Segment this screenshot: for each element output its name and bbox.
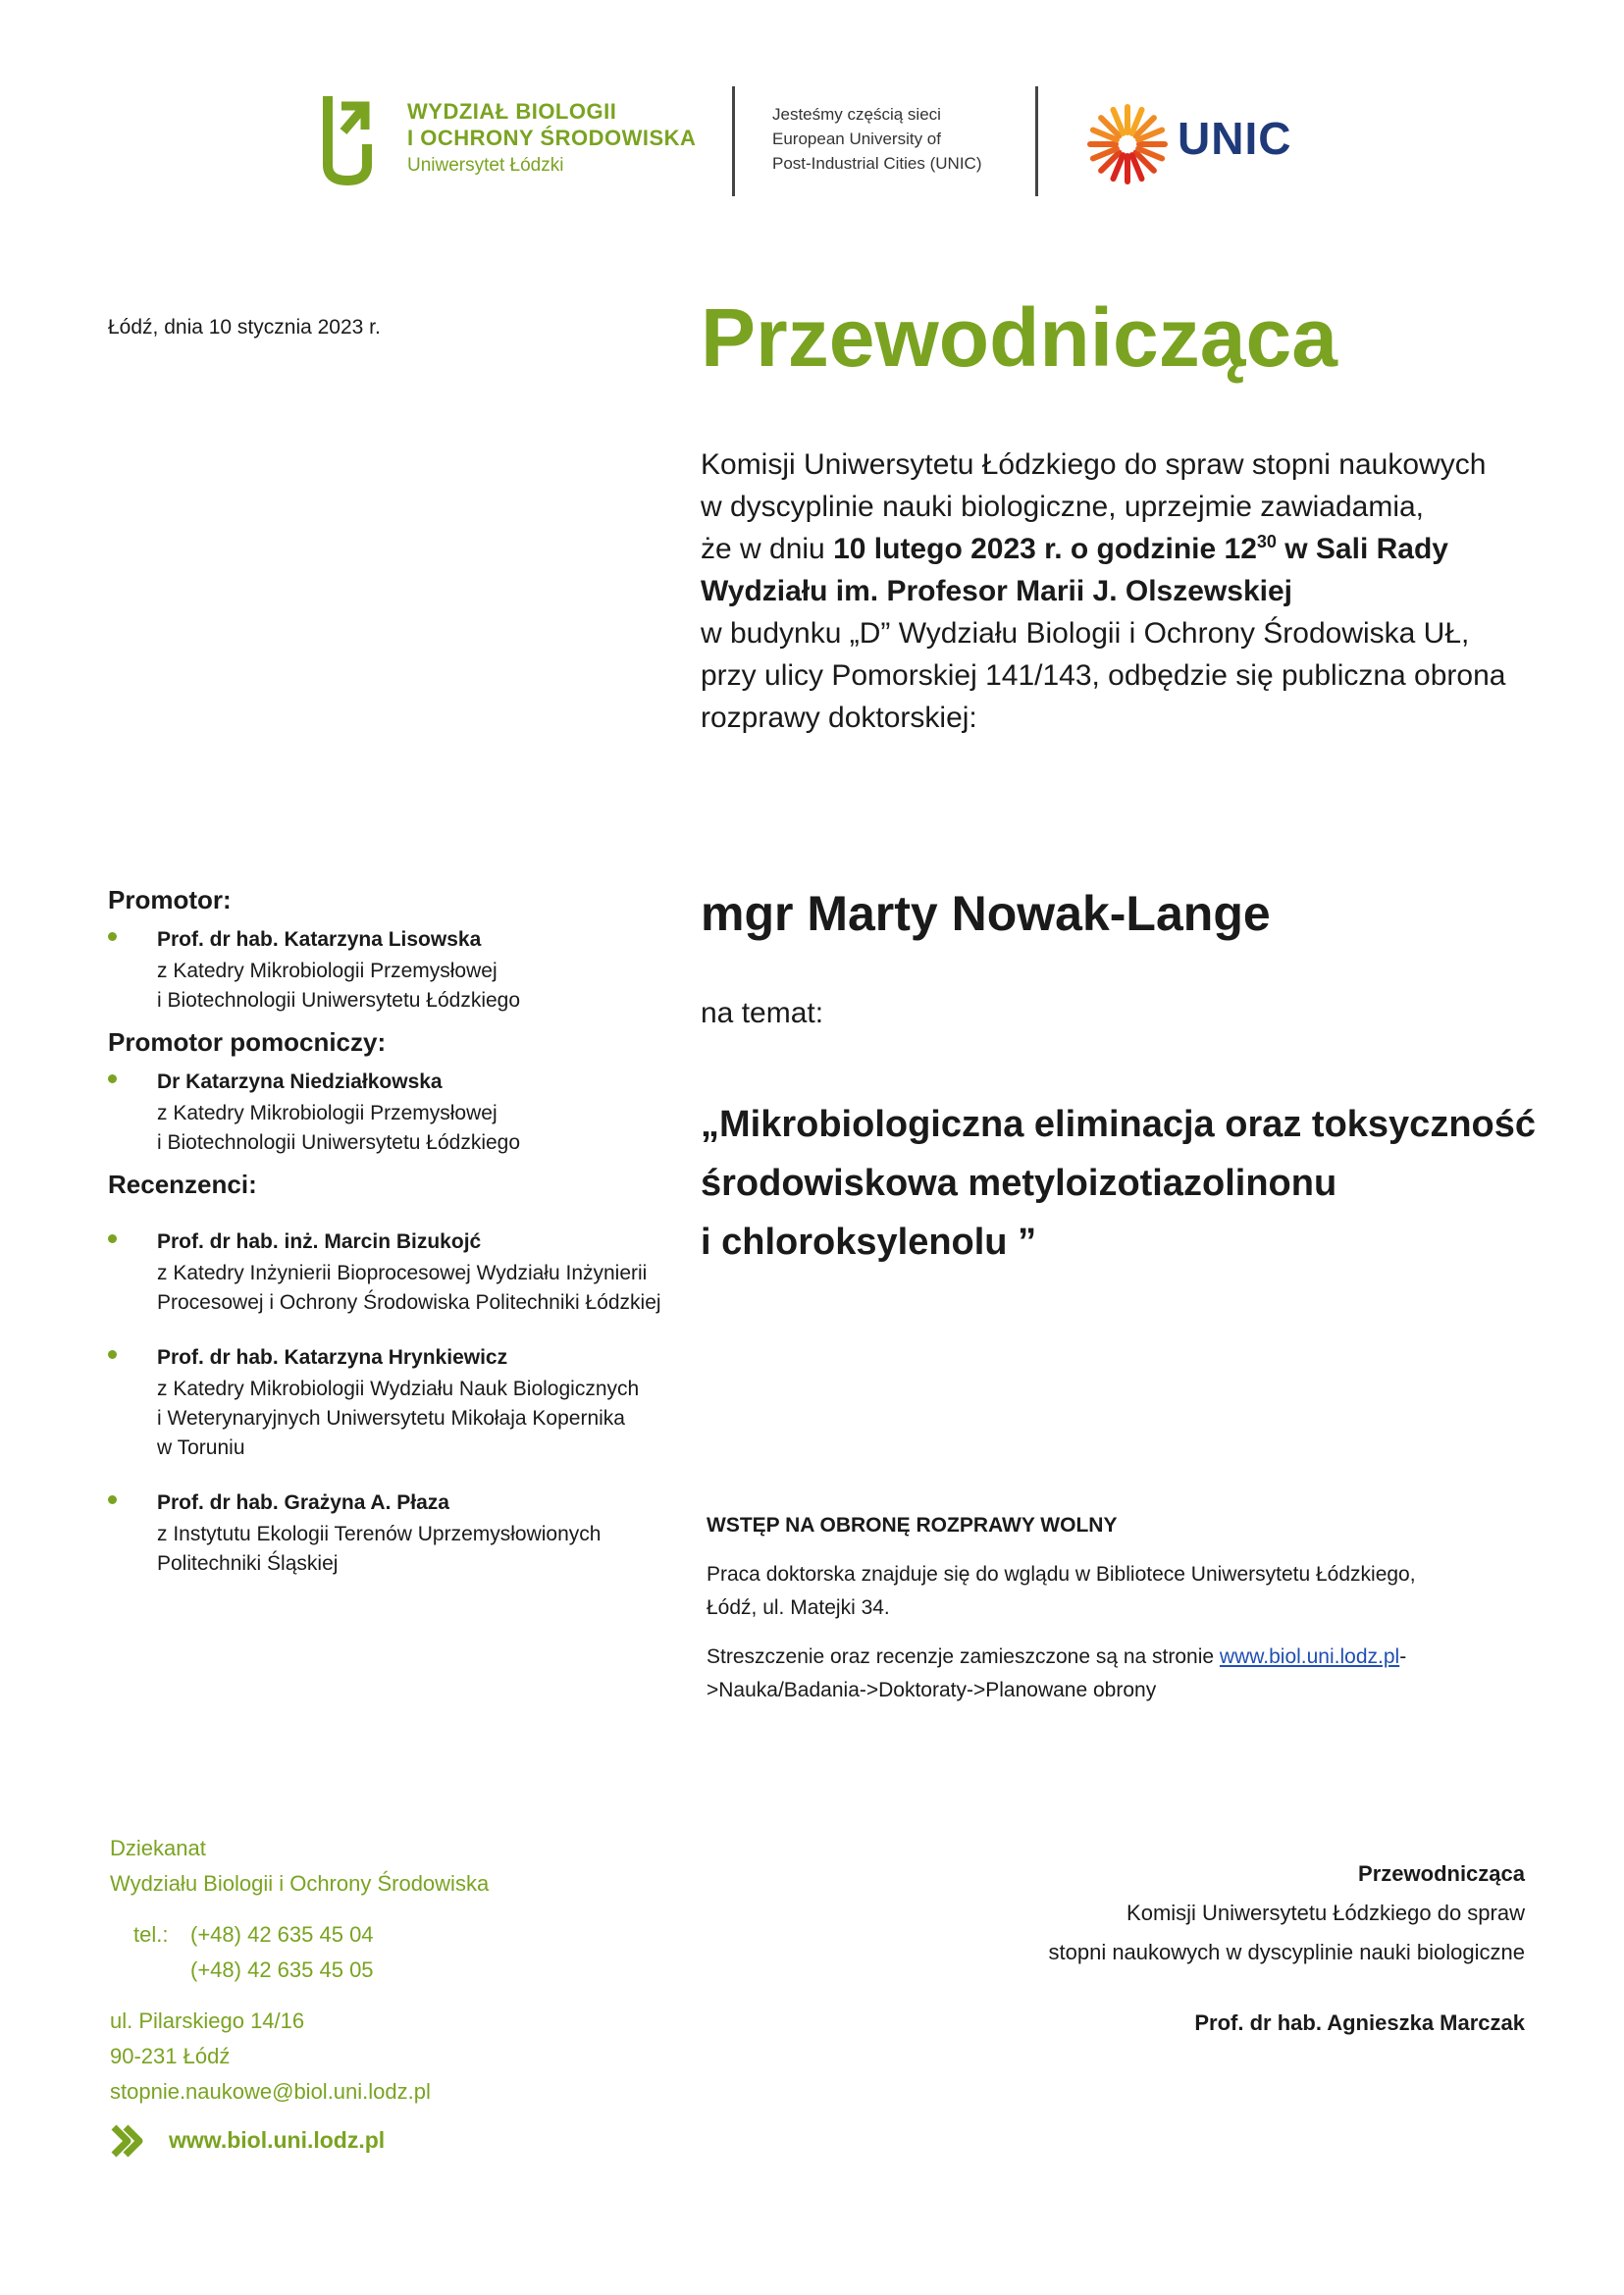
person-affiliation: i Weterynaryjnych Uniwersytetu Mikołaja Kopernika xyxy=(157,1407,625,1430)
header-divider xyxy=(1035,86,1038,196)
phone-label: tel.: xyxy=(133,1922,169,1947)
page-header xyxy=(0,0,1624,216)
bullet-icon xyxy=(108,1234,117,1243)
signature-name: Prof. dr hab. Agnieszka Marczak xyxy=(1194,2010,1525,2035)
faculty-logo-icon xyxy=(322,96,373,186)
email-address[interactable]: stopnie.naukowe@biol.uni.lodz.pl xyxy=(110,2079,431,2104)
assistant-promotor-entry xyxy=(108,1066,697,1158)
person-name: Dr Katarzyna Niedziałkowska xyxy=(157,1070,443,1093)
header-divider xyxy=(732,86,735,196)
faculty-website-link[interactable]: www.biol.uni.lodz.pl xyxy=(1219,1645,1400,1668)
bullet-icon xyxy=(108,1074,117,1083)
reviewer-entry xyxy=(108,1341,697,1463)
announcement-line: w dyscyplinie nauki biologiczne, uprzejmie zawiadamia, xyxy=(701,491,1425,523)
signature-title: Przewodnicząca xyxy=(1358,1861,1525,1886)
signature-line: Komisji Uniwersytetu Łódzkiego do spraw xyxy=(1126,1901,1525,1925)
defense-room-name: Wydziału im. Profesor Marii J. Olszewskiej xyxy=(701,575,1292,607)
office-name: Dziekanat xyxy=(110,1836,206,1860)
faculty-name xyxy=(407,98,696,181)
library-note-line: Praca doktorska znajduje się do wglądu w Bibliotece Uniwersytetu Łódzkiego, xyxy=(707,1563,1416,1586)
announcement-line xyxy=(701,570,1545,612)
city-address: 90-231 Łódź xyxy=(110,2044,231,2068)
committee-column xyxy=(108,885,697,1579)
person-affiliation: z Katedry Mikrobiologii Przemysłowej xyxy=(157,1102,498,1124)
contact-info xyxy=(110,1831,489,2110)
person-affiliation: Procesowej i Ochrony Środowiska Politechniki Łódzkiej xyxy=(157,1291,661,1314)
network-note-line1: Jesteśmy częścią sieci xyxy=(772,105,941,124)
person-affiliation: w Toruniu xyxy=(157,1436,245,1459)
person-name: Prof. dr hab. inż. Marcin Bizukojć xyxy=(157,1230,482,1253)
defense-info xyxy=(707,1509,1550,1723)
summary-path: >Nauka/Badania->Doktoraty->Planowane obrony xyxy=(707,1679,1157,1701)
summary-text: - xyxy=(1399,1645,1407,1668)
thesis-title-line: „Mikrobiologiczna eliminacja oraz toksyczność xyxy=(701,1104,1537,1145)
person-affiliation: Politechniki Śląskiej xyxy=(157,1552,339,1575)
thesis-title xyxy=(701,1095,1584,1272)
library-note xyxy=(707,1558,1550,1625)
network-note-line2: European University of xyxy=(772,130,941,148)
person-name: Prof. dr hab. Grażyna A. Płaza xyxy=(157,1491,449,1514)
office-faculty: Wydziału Biologii i Ochrony Środowiska xyxy=(110,1871,490,1896)
entry-note: WSTĘP NA OBRONĘ ROZPRAWY WOLNY xyxy=(707,1514,1118,1537)
topic-label: na temat: xyxy=(701,997,824,1029)
website-link[interactable]: www.biol.uni.lodz.pl xyxy=(169,2127,386,2153)
phone-row xyxy=(110,1917,489,1953)
announcement-fragment: że w dniu xyxy=(701,533,834,565)
arrow-right-icon xyxy=(110,2121,145,2161)
person-name: Prof. dr hab. Katarzyna Lisowska xyxy=(157,928,482,951)
signature-block xyxy=(962,1854,1525,2043)
person-name: Prof. dr hab. Katarzyna Hrynkiewicz xyxy=(157,1346,508,1369)
faculty-name-line2: I OCHRONY ŚRODOWISKA xyxy=(407,126,697,150)
library-note-line: Łódź, ul. Matejki 34. xyxy=(707,1596,890,1619)
document-date: Łódź, dnia 10 stycznia 2023 r. xyxy=(108,316,381,339)
person-affiliation: z Katedry Inżynierii Bioprocesowej Wydziału Inżynierii xyxy=(157,1262,648,1284)
person-affiliation: z Instytutu Ekologii Terenów Uprzemysłowionych xyxy=(157,1523,602,1545)
network-note xyxy=(772,102,982,176)
bullet-icon xyxy=(108,1350,117,1359)
announcement-line: w budynku „D” Wydziału Biologii i Ochrony Środowiska UŁ, xyxy=(701,617,1470,650)
faculty-name-line1: WYDZIAŁ BIOLOGII xyxy=(407,99,617,124)
reviewers-heading: Recenzenci: xyxy=(108,1170,257,1199)
reviewer-entry xyxy=(108,1487,697,1579)
defense-datetime: 10 lutego 2023 r. o godzinie 12 xyxy=(833,533,1257,565)
assistant-promotor-heading: Promotor pomocniczy: xyxy=(108,1027,387,1057)
phone-number: (+48) 42 635 45 05 xyxy=(190,1957,374,1982)
announcement-line: rozprawy doktorskiej: xyxy=(701,702,977,734)
network-note-line3: Post-Industrial Cities (UNIC) xyxy=(772,154,982,173)
person-affiliation: z Katedry Mikrobiologii Wydziału Nauk Biologicznych xyxy=(157,1378,640,1400)
announcement-line xyxy=(701,528,1545,570)
bullet-icon xyxy=(108,1495,117,1504)
person-affiliation: i Biotechnologii Uniwersytetu Łódzkiego xyxy=(157,989,521,1012)
person-affiliation: z Katedry Mikrobiologii Przemysłowej xyxy=(157,960,498,982)
candidate-name: mgr Marty Nowak-Lange xyxy=(701,886,1271,941)
bullet-icon xyxy=(108,932,117,941)
announcement-line: przy ulicy Pomorskiej 141/143, odbędzie się publiczna obrona xyxy=(701,659,1506,692)
unic-star-icon xyxy=(1087,104,1168,184)
university-name: Uniwersytet Łódzki xyxy=(407,155,564,176)
phone-number: (+48) 42 635 45 04 xyxy=(190,1922,374,1947)
person-affiliation: i Biotechnologii Uniwersytetu Łódzkiego xyxy=(157,1131,521,1154)
summary-note xyxy=(707,1641,1550,1707)
summary-text: Streszczenie oraz recenzje zamieszczone są na stronie xyxy=(707,1645,1220,1668)
announcement-line: Komisji Uniwersytetu Łódzkiego do spraw stopni naukowych xyxy=(701,448,1487,481)
defense-minutes: 30 xyxy=(1256,532,1277,551)
phone-row xyxy=(110,1953,489,1988)
announcement-text xyxy=(701,443,1545,739)
promotor-heading: Promotor: xyxy=(108,885,232,914)
reviewer-entry xyxy=(108,1226,697,1318)
page-title: Przewodnicząca xyxy=(701,291,1337,384)
thesis-title-line: i chloroksylenolu ” xyxy=(701,1222,1037,1263)
signature-line: stopni naukowych w dyscyplinie nauki biologiczne xyxy=(1048,1940,1525,1964)
promotor-entry xyxy=(108,923,697,1016)
unic-wordmark: UNIC xyxy=(1178,113,1292,164)
defense-room: w Sali Rady xyxy=(1276,533,1448,565)
street-address: ul. Pilarskiego 14/16 xyxy=(110,2008,305,2033)
thesis-title-line: środowiskowa metyloizotiazolinonu xyxy=(701,1163,1337,1204)
